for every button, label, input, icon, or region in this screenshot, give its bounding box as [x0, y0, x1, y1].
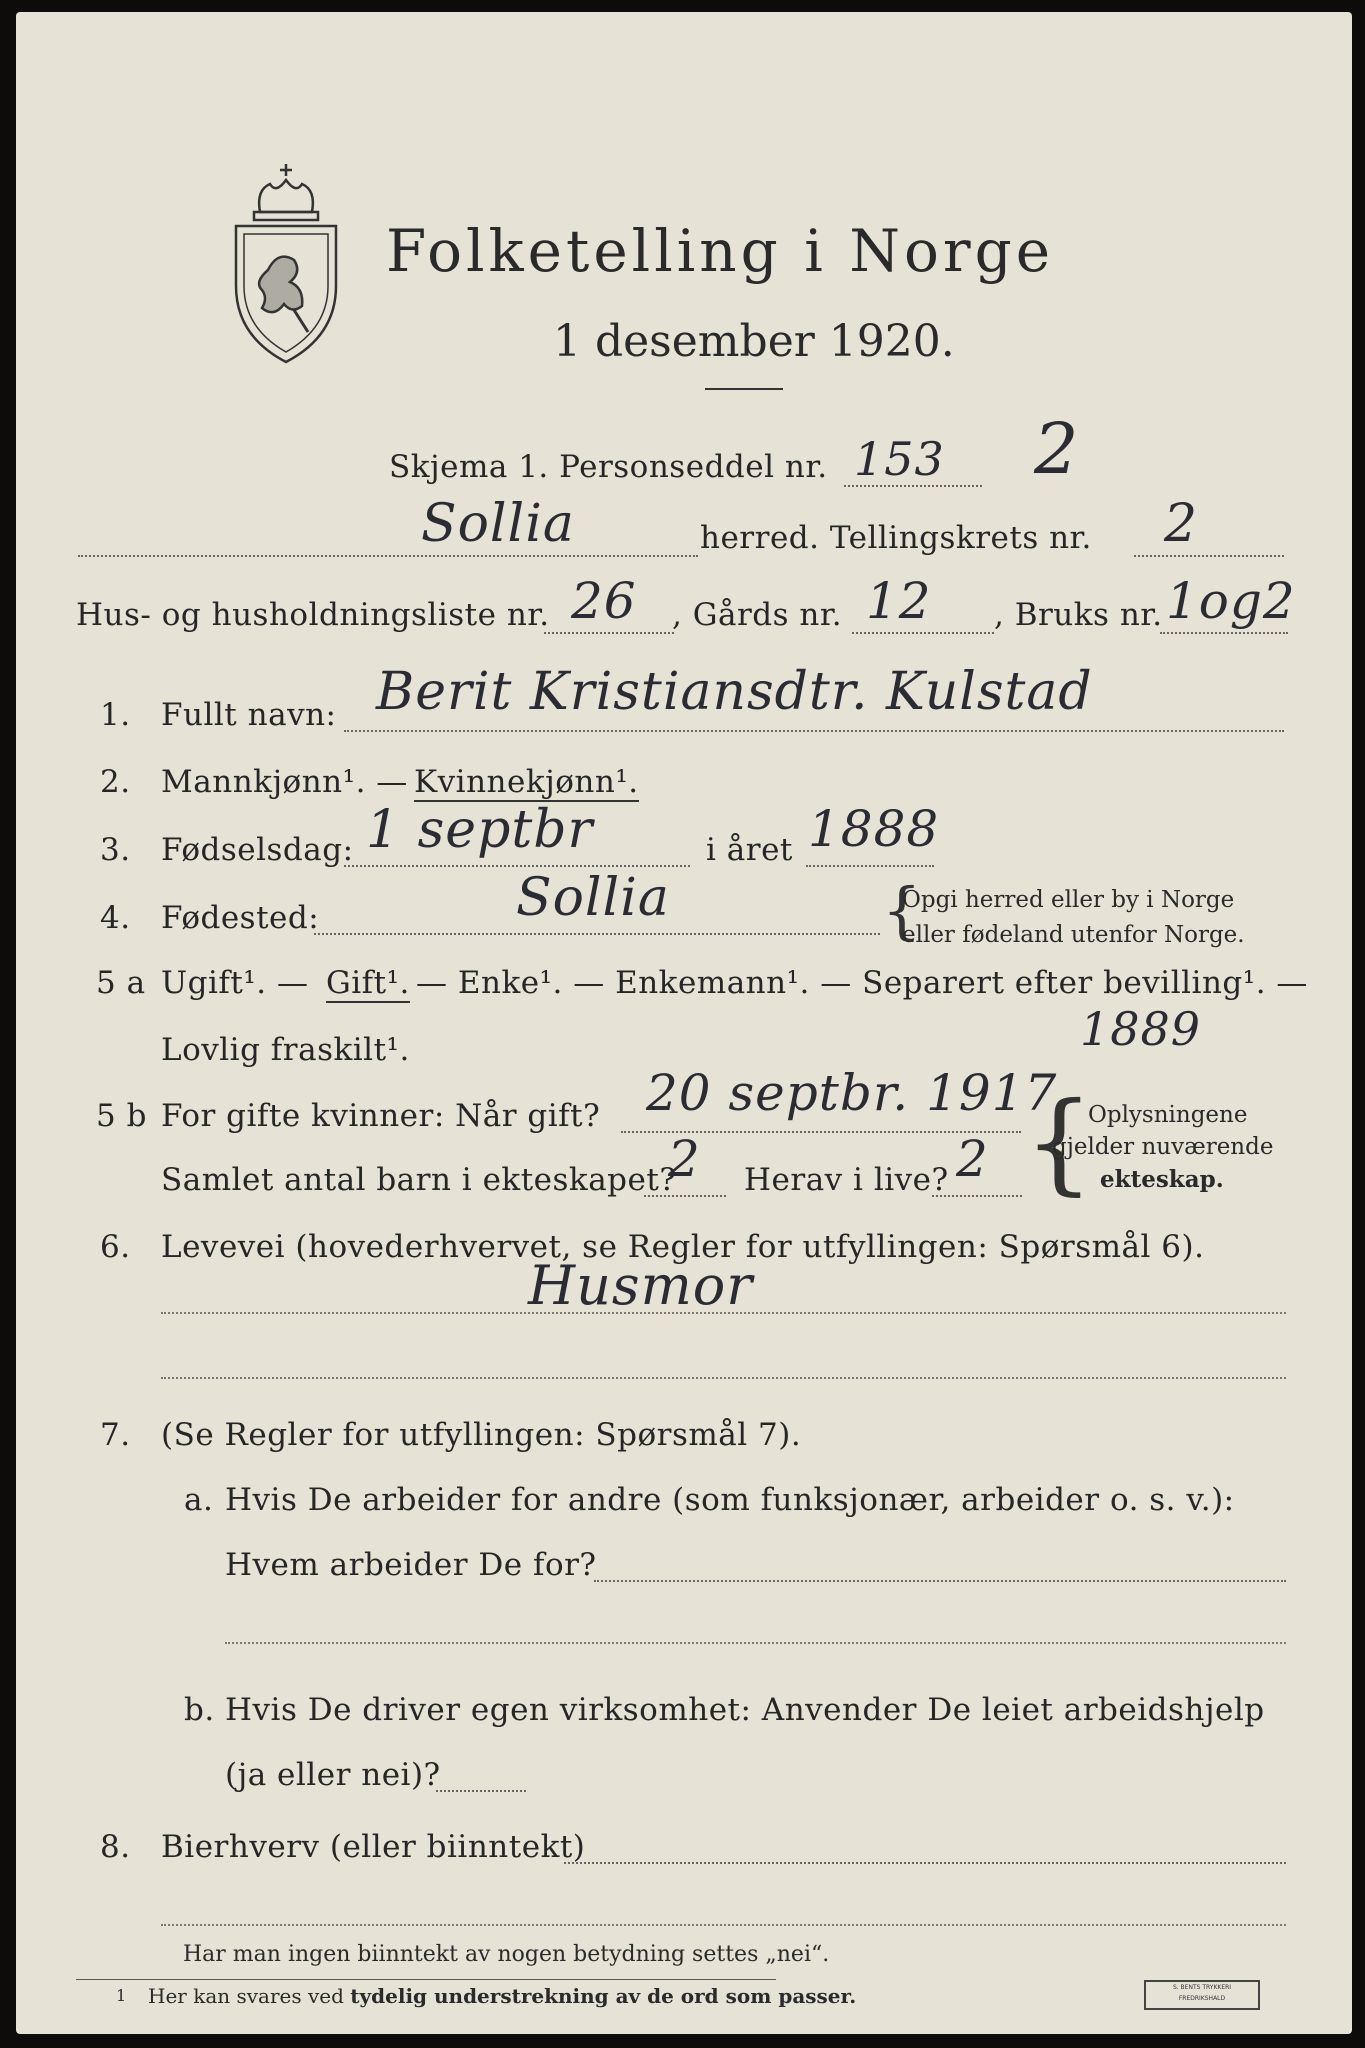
q7b-number: b. — [184, 1692, 215, 1728]
full-name-line — [344, 730, 1284, 732]
gards-nr-value[interactable]: 12 — [866, 572, 932, 630]
printer-stamp-line-2: FREDRIKSHALD — [1178, 1995, 1226, 2002]
census-date: 1 desember 1920. — [553, 316, 955, 367]
printer-stamp-line-1: S. BENTS TRYKKERI — [1172, 1984, 1232, 1991]
marital-ugift-option[interactable]: Ugift¹. — — [161, 965, 309, 1001]
children-label: Samlet antal barn i ekteskapet? — [161, 1162, 677, 1198]
marital-fraskilt-option[interactable]: Lovlig fraskilt¹. — [161, 1032, 410, 1068]
q7a-line-1: Hvis De arbeider for andre (som funksjonær, arbeider o. s. v.): — [225, 1482, 1235, 1518]
occupation-line-1 — [161, 1312, 1286, 1314]
title-divider — [705, 388, 783, 390]
q6-label: Levevei (hovederhvervet, se Regler for utfyllingen: Spørsmål 6). — [161, 1229, 1205, 1265]
herred-line — [78, 555, 698, 557]
birthplace-note-2: eller fødeland utenfor Norge. — [902, 922, 1245, 948]
q4-label: Fødested: — [161, 900, 320, 936]
gards-nr-line — [852, 632, 994, 634]
bruks-nr-value[interactable]: 1og2 — [1166, 572, 1296, 630]
gards-label: , Gårds nr. — [672, 597, 843, 633]
bruks-label: , Bruks nr. — [994, 597, 1163, 633]
side-income-line-2[interactable] — [161, 1924, 1286, 1926]
q4-number: 4. — [100, 900, 131, 936]
occupation-line-2 — [161, 1377, 1286, 1379]
tellingskrets-line — [1134, 555, 1284, 557]
marriage-note-3: ekteskap. — [1100, 1166, 1224, 1193]
marital-gift-option[interactable]: Gift¹. — [326, 965, 410, 1001]
personseddel-nr-value[interactable]: 153 — [854, 432, 945, 486]
q8-number: 8. — [100, 1829, 131, 1865]
full-name-value[interactable]: Berit Kristiansdtr. Kulstad — [376, 662, 1093, 722]
printer-stamp — [1144, 1980, 1260, 2010]
no-income-note: Har man ingen biinntekt av nogen betydning settes „nei“. — [183, 1942, 830, 1967]
husholdningsliste-label: Hus- og husholdningsliste nr. — [76, 597, 550, 633]
census-form-page — [16, 12, 1352, 2034]
alive-value[interactable]: 2 — [956, 1130, 989, 1188]
footnote-text-bold: tydelig understrekning av de ord som passer. — [350, 1984, 857, 2008]
alive-line — [932, 1195, 1022, 1197]
q7a-line-2: Hvem arbeider De for? — [225, 1547, 597, 1583]
birthplace-note-1: Opgi herred eller by i Norge — [902, 887, 1235, 913]
q6-number: 6. — [100, 1229, 131, 1265]
form-title: Folketelling i Norge — [386, 217, 1055, 285]
bruks-nr-line — [1160, 632, 1288, 634]
employer-line-2[interactable] — [225, 1642, 1286, 1644]
q3-number: 3. — [100, 832, 131, 868]
personseddel-nr-extra[interactable]: 2 — [1034, 408, 1080, 490]
q7a-number: a. — [184, 1482, 214, 1518]
herred-value[interactable]: Sollia — [421, 494, 575, 554]
q1-number: 1. — [100, 697, 131, 733]
q5a-number: 5 a — [96, 965, 146, 1001]
year-label: i året — [706, 832, 793, 868]
q3-label: Fødselsdag: — [161, 832, 354, 868]
q5b-number: 5 b — [96, 1098, 147, 1134]
tellingskrets-value[interactable]: 2 — [1164, 494, 1199, 554]
children-value[interactable]: 2 — [668, 1130, 701, 1188]
q7-label: (Se Regler for utfyllingen: Spørsmål 7). — [161, 1417, 802, 1453]
q7b-line-2: (ja eller nei)? — [225, 1757, 441, 1793]
husholdningsliste-value[interactable]: 26 — [571, 572, 637, 630]
side-income-line-1[interactable] — [564, 1862, 1286, 1864]
birth-year-value[interactable]: 1888 — [808, 800, 940, 858]
marriage-note-2: gjelder nuværende — [1052, 1134, 1274, 1160]
marriage-note-1: Oplysningene — [1088, 1102, 1248, 1128]
q8-label: Bierhverv (eller biinntekt) — [161, 1829, 586, 1865]
marriage-year-annotation: 1889 — [1080, 1002, 1202, 1056]
birthday-value[interactable]: 1 septbr — [366, 800, 594, 860]
birthplace-line — [314, 933, 880, 935]
husholdningsliste-line — [544, 632, 674, 634]
gender-female-option[interactable]: Kvinnekjønn¹. — [414, 764, 639, 800]
q2-number: 2. — [100, 764, 131, 800]
marital-other-options[interactable]: — Enke¹. — Enkemann¹. — Separert efter bevilling¹. — — [416, 965, 1308, 1001]
alive-label: Herav i live? — [744, 1162, 949, 1198]
q7b-line-1: Hvis De driver egen virksomhet: Anvender De leiet arbeidshjelp — [225, 1692, 1265, 1728]
birth-year-line — [806, 865, 934, 867]
footnote-text — [148, 1984, 856, 2008]
children-line — [644, 1195, 726, 1197]
q1-label: Fullt navn: — [161, 697, 337, 733]
q7-number: 7. — [100, 1417, 131, 1453]
hired-help-line[interactable] — [436, 1790, 526, 1792]
footnote-divider — [76, 1979, 776, 1980]
q5b-label: For gifte kvinner: Når gift? — [161, 1098, 601, 1134]
coat-of-arms-icon — [224, 160, 348, 370]
occupation-value[interactable]: Husmor — [528, 1254, 754, 1317]
employer-line-1[interactable] — [594, 1580, 1286, 1582]
birthplace-note-brace: { — [882, 874, 922, 947]
footnote-mark: 1 — [116, 1986, 127, 2005]
birthday-line — [344, 865, 690, 867]
herred-label: herred. Tellingskrets nr. — [700, 520, 1092, 556]
gender-male-option[interactable]: Mannkjønn¹. — — [161, 764, 408, 800]
skjema-label: Skjema 1. Personseddel nr. — [389, 449, 828, 485]
footnote-text-plain: Her kan svares ved — [148, 1984, 344, 2008]
marriage-note-brace: { — [1024, 1078, 1094, 1206]
birthplace-value[interactable]: Sollia — [516, 868, 670, 928]
married-date-value[interactable]: 20 septbr. 1917 — [646, 1064, 1058, 1122]
